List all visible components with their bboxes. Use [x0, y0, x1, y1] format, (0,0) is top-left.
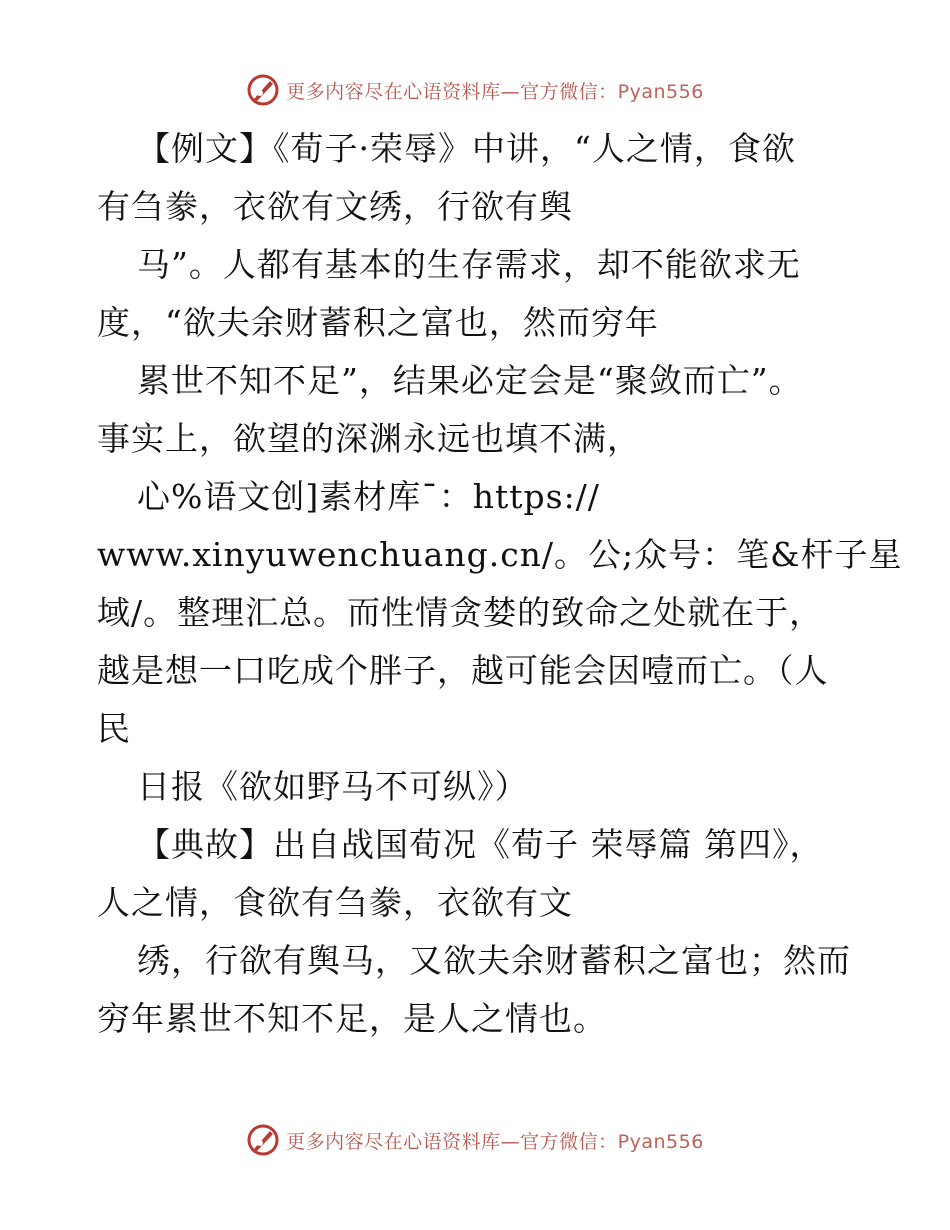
text-line: 马”。人都有基本的生存需求，却不能欲求无: [137, 245, 801, 284]
text-line: 人之情，食欲有刍豢，衣欲有文: [97, 883, 573, 922]
document-body: [97, 120, 903, 1048]
text-line: 穷年累世不知不足，是人之情也。: [97, 999, 607, 1038]
pen-logo-icon: [246, 1123, 280, 1157]
text-line: 日报《欲如野马不可纵》）: [137, 767, 529, 806]
banner-text: [286, 77, 704, 104]
text-line: 域/。整理汇总。而性情贪婪的致命之处就在于，: [97, 593, 824, 632]
banner-main-text: 更多内容尽在心语资料库—官方微信：: [286, 1130, 618, 1153]
text-line: 度，“欲夫余财蓄积之富也，然而穷年: [97, 303, 659, 342]
text-line: 事实上，欲望的深渊永远也填不满，: [97, 419, 641, 458]
banner-wechat-id: Pyan556: [617, 1130, 704, 1153]
text-line: 【典故】出自战国荀况《荀子 荣辱篇 第四》，: [137, 825, 824, 864]
banner-text: [286, 1127, 704, 1154]
pen-logo-icon: [246, 73, 280, 107]
text-line: 越是想一口吃成个胖子，越可能会因噎而亡。（人: [97, 651, 829, 690]
header-banner: [0, 70, 950, 110]
banner-main-text: 更多内容尽在心语资料库—官方微信：: [286, 80, 618, 103]
text-line: 民: [97, 709, 131, 748]
text-line: 绣，行欲有舆马，又欲夫余财蓄积之富也；然而: [137, 941, 851, 980]
text-line: 累世不知不足”，结果必定会是“聚敛而亡”。: [137, 361, 803, 400]
text-line: 有刍豢，衣欲有文绣，行欲有舆: [97, 187, 573, 226]
footer-banner: [0, 1120, 950, 1160]
text-line: 【例文】《荀子·荣辱》中讲，“人之情，食欲: [137, 129, 796, 168]
text-line: www.xinyuwenchuang.cn/。公;众号：笔&杆子星: [97, 535, 903, 574]
banner-wechat-id: Pyan556: [617, 80, 704, 103]
text-line: 心%语文创]素材库¯：https://: [137, 477, 600, 516]
